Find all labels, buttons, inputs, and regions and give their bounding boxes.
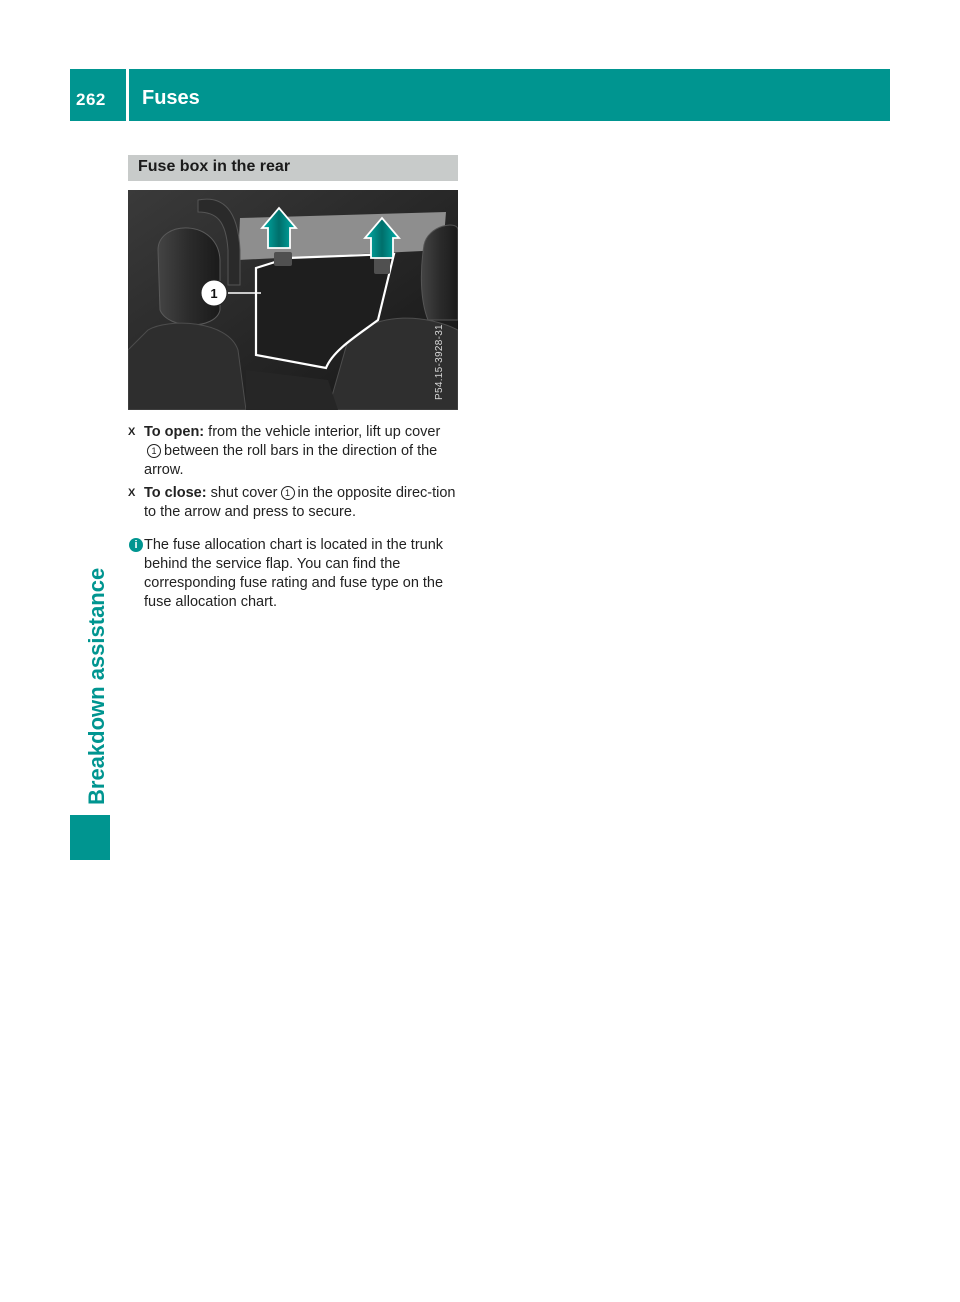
instruction-label: To open: <box>144 424 205 440</box>
latch-right <box>374 258 390 274</box>
instruction-text: from the vehicle interior, lift up cover <box>208 424 441 440</box>
page-number: 262 <box>76 90 106 109</box>
info-note <box>144 536 460 612</box>
latch-left <box>274 252 292 266</box>
instruction-close <box>128 484 460 522</box>
chapter-title: Fuses <box>142 87 200 109</box>
callout-number: 1 <box>210 286 218 301</box>
info-note-text: The fuse allocation chart is located in the trunk behind the service flap. You can find the corresponding fuse rating and fuse type on the fuse allocation chart. <box>144 537 444 610</box>
figure-code: P54.15-3928-31 <box>434 324 445 400</box>
side-tab-marker <box>70 815 110 860</box>
rear-interior-illustration <box>128 190 458 410</box>
instruction-text-cont: in the opposite direc-tion to the arrow and press to secure. <box>144 485 456 520</box>
info-icon: i <box>129 538 143 552</box>
step-arrow-icon: X <box>128 426 136 438</box>
side-tab-label: Breakdown assistance <box>84 567 109 805</box>
instruction-text: shut cover <box>210 485 278 501</box>
reference-number: 1 <box>281 486 295 500</box>
reference-number: 1 <box>147 444 161 458</box>
instruction-text-cont: between the roll bars in the direction of the arrow. <box>144 443 438 478</box>
fuse-box-figure <box>128 190 458 410</box>
instruction-open <box>128 423 460 480</box>
header-divider <box>126 69 129 121</box>
section-heading: Fuse box in the rear <box>128 155 458 181</box>
instruction-label: To close: <box>144 485 207 501</box>
step-arrow-icon: X <box>128 487 136 499</box>
